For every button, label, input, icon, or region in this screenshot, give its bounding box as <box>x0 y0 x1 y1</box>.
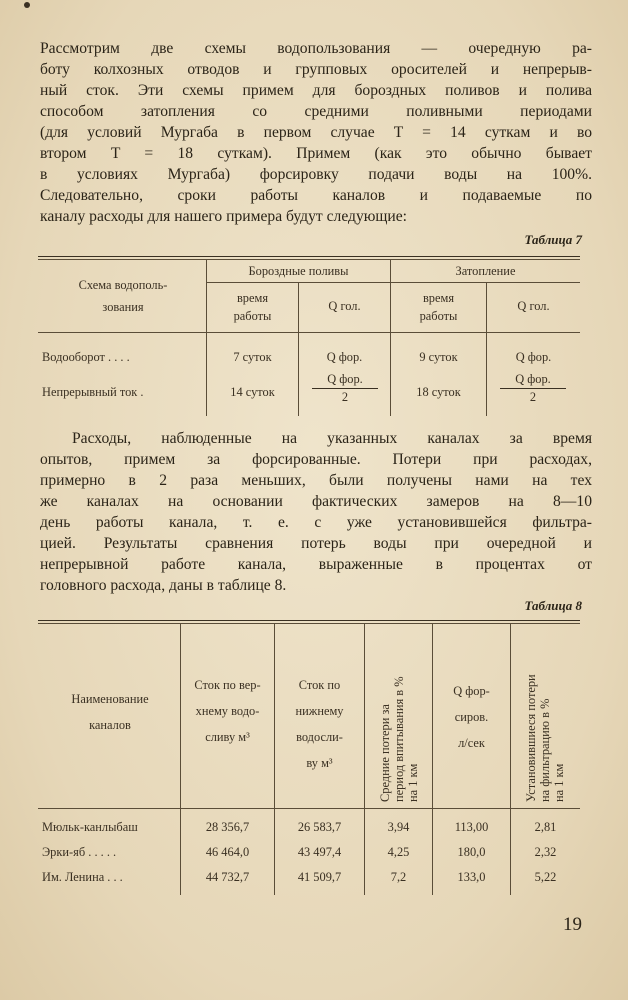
t8-cell: 3,94 <box>387 820 410 834</box>
t8-cell: 133,0 <box>457 870 486 884</box>
t8-cell: 7,2 <box>390 870 407 884</box>
ink-dot <box>24 2 30 8</box>
t8-header-lower <box>275 672 364 776</box>
t7-header-time-line: работы <box>419 309 458 323</box>
t8-header-line: на фильтрацию в % <box>538 698 552 802</box>
t7-cell: 14 суток <box>230 385 275 399</box>
text-line: же каналах на основании фактических замеров на 8—10 <box>40 493 592 510</box>
t8-row-name: Эрки-яб . . . . . <box>42 845 117 859</box>
text-line: боту колхозных отводов и групповых оросителей и непрерыв- <box>40 61 592 78</box>
t8-header-line: нижнему <box>295 704 344 718</box>
t8-header-line: ву м³ <box>306 756 333 770</box>
t8-cell: 2,81 <box>534 820 557 834</box>
text-line: примерно в 2 раза меньших, были получены нами на тех <box>40 472 592 489</box>
page-number: 19 <box>563 914 582 935</box>
t8-header-line: Сток по вер- <box>194 678 261 692</box>
t7-row-name: Водооборот . . . . <box>42 350 130 364</box>
t8-header-line: на 1 км <box>552 763 566 802</box>
t8-header-line: период впитывания в % <box>392 676 406 802</box>
t8-header-line: л/сек <box>458 736 485 750</box>
t8-header-line: на 1 км <box>406 763 420 802</box>
t8-header-line: Установившиеся потери <box>524 674 538 802</box>
t8-header-name <box>40 690 180 734</box>
t8-cell: 26 583,7 <box>297 820 342 834</box>
text-line: день работы канала, т. е. с уже установившейся фильтра- <box>40 514 592 531</box>
t8-header-name-line: Наименование <box>71 692 149 706</box>
t8-cell: 46 464,0 <box>205 845 250 859</box>
table7-caption: Таблица 7 <box>524 232 582 247</box>
t7-header-scheme-line: зования <box>102 300 144 314</box>
t7-cell: 7 суток <box>233 350 272 364</box>
t8-cell: 44 732,7 <box>205 870 250 884</box>
t7-row-name: Непрерывный ток . <box>42 385 144 399</box>
text-line: цией. Результаты сравнения потерь воды при очередной и <box>40 535 592 552</box>
t7-header-q: Q гол. <box>517 299 550 313</box>
text-line: втором T = 18 суткам). Примем (как это обычно бывает <box>40 145 592 162</box>
t7-header-furrow: Бороздные поливы <box>248 264 349 278</box>
t7-header-scheme <box>40 276 206 316</box>
t8-header-line: Q фор- <box>453 684 490 698</box>
table8-caption: Таблица 8 <box>524 598 582 613</box>
t8-cell: 4,25 <box>387 845 410 859</box>
paragraph-2 <box>40 428 592 596</box>
t8-cell: 113,00 <box>454 820 489 834</box>
t7-header-q: Q гол. <box>328 299 361 313</box>
t8-cell: 5,22 <box>534 870 557 884</box>
text-line: (для условий Мургаба в первом случае T = 14 суткам и во <box>40 124 592 141</box>
t7-header-time <box>391 289 486 325</box>
t8-row-name: Им. Ленина . . . <box>42 870 123 884</box>
t8-cell: 2,32 <box>534 845 557 859</box>
text-line: опытов, примем за форсированные. Потери при расходах, <box>40 451 592 468</box>
t7-header-flood: Затопление <box>455 264 516 278</box>
t7-header-time <box>207 289 298 325</box>
t8-cell: 41 509,7 <box>297 870 342 884</box>
t7-cell: Q фор. <box>326 350 363 364</box>
t8-row-name: Мюльк-канлыбаш <box>42 820 138 834</box>
t7-cell: 18 суток <box>416 385 461 399</box>
t8-cell: 180,0 <box>457 845 486 859</box>
t7-fraction-num: Q фор. <box>327 372 363 386</box>
text-line: в условиях Мургаба) форсировку подачи воды на 100%. <box>40 166 592 183</box>
t8-header-upper <box>181 672 274 750</box>
t7-header-time-line: время <box>422 291 455 305</box>
t8-header-line: сливу м³ <box>205 730 250 744</box>
t7-fraction-den: 2 <box>529 390 537 404</box>
text-line: головного расхода, даны в таблице 8. <box>40 577 287 594</box>
t7-fraction-den: 2 <box>341 390 349 404</box>
text-line: Рассмотрим две схемы водопользования — очередную ра- <box>40 40 592 57</box>
t8-header-q <box>433 678 510 756</box>
t8-header-line: сиров. <box>454 710 489 724</box>
t7-header-scheme-line: Схема водополь- <box>78 278 168 292</box>
t7-header-time-line: работы <box>233 309 272 323</box>
text-line: способом затопления со средними поливными периодами <box>40 103 592 120</box>
t8-header-line: Средние потери за <box>378 704 392 802</box>
t7-header-time-line: время <box>236 291 269 305</box>
t8-header-steady <box>524 674 566 802</box>
text-line: ный сток. Эти схемы примем для бороздных поливов и полива <box>40 82 592 99</box>
t8-header-name-line: каналов <box>89 718 131 732</box>
t8-header-line: Сток по <box>298 678 341 692</box>
t7-cell: Q фор. <box>515 350 552 364</box>
t7-fraction-num: Q фор. <box>515 372 551 386</box>
paragraph-1 <box>40 38 592 227</box>
t8-header-avg <box>378 676 420 802</box>
t8-cell: 28 356,7 <box>205 820 250 834</box>
t7-fraction <box>312 372 378 405</box>
text-line: Следовательно, сроки работы каналов и подаваемые по <box>40 187 592 204</box>
text-line: каналу расходы для нашего примера будут следующие: <box>40 208 408 225</box>
t8-cell: 43 497,4 <box>297 845 342 859</box>
t8-header-line: водосли- <box>296 730 343 744</box>
t8-header-line: хнему водо- <box>195 704 260 718</box>
t7-cell: 9 суток <box>419 350 458 364</box>
t7-fraction <box>500 372 566 405</box>
text-line: непрерывной работе канала, выраженные в процентах от <box>40 556 592 573</box>
text-line: Расходы, наблюденные на указанных каналах за время <box>72 430 592 447</box>
